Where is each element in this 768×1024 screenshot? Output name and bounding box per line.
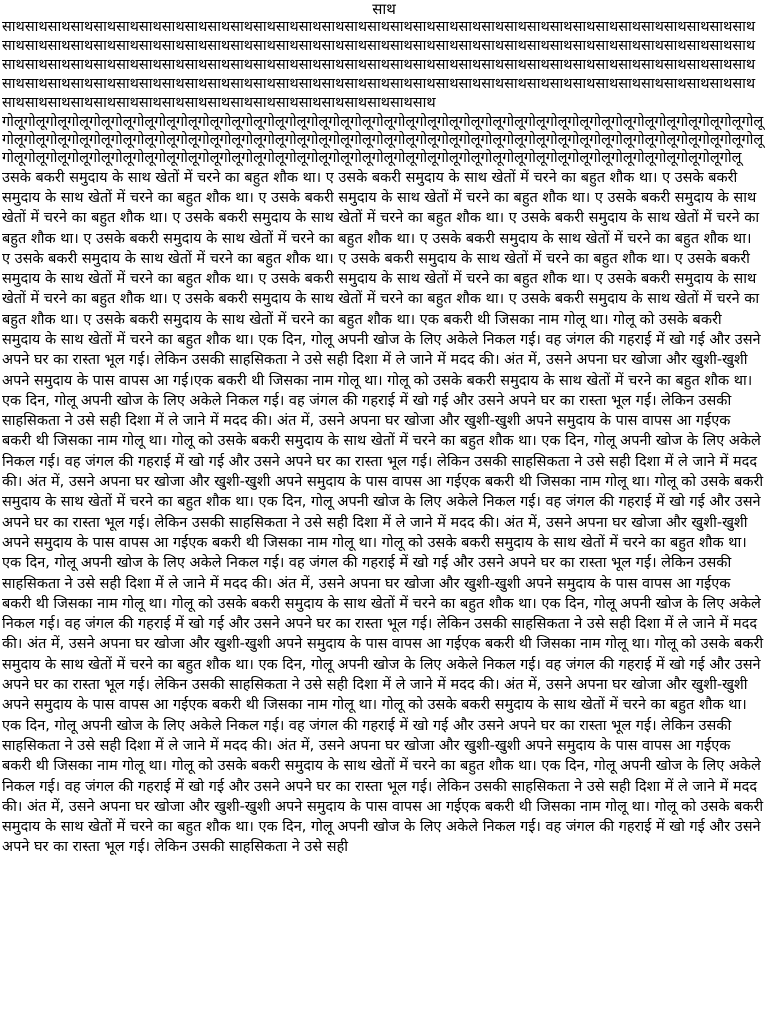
sath-repeated-text: साथसाथसाथसाथसाथसाथसाथसाथसाथसाथसाथसाथसाथसाथसाथसाथसाथसाथसाथसाथसाथसाथसाथसाथसाथसाथसाथसाथसाथसाथसाथसाथसाथसाथसाथसाथसाथसाथसाथसाथसाथसाथसाथसाथसाथसाथसाथसाथसाथसाथसाथसाथसाथसाथसाथसाथसाथसाथसाथसाथसाथसाथसाथसाथसाथसाथसाथसाथसाथसाथसाथसाथसाथसाथसाथसाथसाथसाथसाथसाथसाथसाथसाथसाथसाथसाथसाथसाथसाथसाथसाथसाथसाथसाथसाथसाथसाथसाथसाथसाथसाथसाथसाथसाथसाथसाथसाथसाथसाथसाथसाथसाथसाथसाथसाथसाथसाथसाथसाथसाथसाथसाथसाथसाथसाथसाथसाथसाथसाथसाथसाथसाथसाथसाथसाथसाथसाथसाथसाथसाथसाथसाथसाथसाथसाथसाथसाथसाथसाथसाथसाथ: [2, 19, 756, 111]
story-paragraph: उसके बकरी समुदाय के साथ खेतों में चरने का बहुत शौक था। ए उसके बकरी समुदाय के साथ खेतों में चरने का बहुत शौक था। ए उसके बकरी समुदाय के साथ खेतों में चरने का बहुत शौक था। ए उसके बकरी समुदाय के साथ खेतों में चरने का बहुत शौक था। ए उसके बकरी समुदाय के साथ खेतों में चरने का बहुत शौक था। ए उसके बकरी समुदाय के साथ खेतों में चरने का बहुत शौक था। ए उसके बकरी समुदाय के साथ खेतों में चरने का बहुत शौक था। ए उसके बकरी समुदाय के साथ खेतों में चरने का बहुत शौक था। ए उसके बकरी समुदाय के साथ खेतों में चरने का बहुत शौक था। ए उसके बकरी समुदाय के साथ खेतों में चरने का बहुत शौक था। ए उसके बकरी समुदाय के साथ खेतों में चरने का बहुत शौक था। ए उसके बकरी समुदाय के साथ खेतों में चरने का बहुत शौक था। ए उसके बकरी समुदाय के साथ खेतों में चरने का बहुत शौक था। ए उसके बकरी समुदाय के साथ खेतों में चरने का बहुत शौक था। ए उसके बकरी समुदाय के साथ खेतों में चरने का बहुत शौक था। ए उसके बकरी समुदाय के साथ खेतों में चरने का बहुत शौक था। ए उसके बकरी समुदाय के साथ खेतों में चरने का बहुत शौक था। एक बकरी थी जिसका नाम गोलू था। गोलू को उसके बकरी समुदाय के साथ खेतों में चरने का बहुत शौक था। एक दिन, गोलू अपनी खोज के लिए अकेले निकल गई। वह जंगल की गहराई में खो गई और उसने अपने घर का रास्ता भूल गई। लेकिन उसकी साहसिकता ने उसे सही दिशा में ले जाने में मदद की। अंत में, उसने अपना घर खोजा और खुशी-खुशी अपने समुदाय के पास वापस आ गई।एक बकरी थी जिसका नाम गोलू था। गोलू को उसके बकरी समुदाय के साथ खेतों में चरने का बहुत शौक था। एक दिन, गोलू अपनी खोज के लिए अकेले निकल गई। वह जंगल की गहराई में खो गई और उसने अपने घर का रास्ता भूल गई। लेकिन उसकी साहसिकता ने उसे सही दिशा में ले जाने में मदद की। अंत में, उसने अपना घर खोजा और खुशी-खुशी अपने समुदाय के पास वापस आ गईएक बकरी थी जिसका नाम गोलू था। गोलू को उसके बकरी समुदाय के साथ खेतों में चरने का बहुत शौक था। एक दिन, गोलू अपनी खोज के लिए अकेले निकल गई। वह जंगल की गहराई में खो गई और उसने अपने घर का रास्ता भूल गई। लेकिन उसकी साहसिकता ने उसे सही दिशा में ले जाने में मदद की। अंत में, उसने अपना घर खोजा और खुशी-खुशी अपने समुदाय के पास वापस आ गईएक बकरी थी जिसका नाम गोलू था। गोलू को उसके बकरी समुदाय के साथ खेतों में चरने का बहुत शौक था। एक दिन, गोलू अपनी खोज के लिए अकेले निकल गई। वह जंगल की गहराई में खो गई और उसने अपने घर का रास्ता भूल गई। लेकिन उसकी साहसिकता ने उसे सही दिशा में ले जाने में मदद की। अंत में, उसने अपना घर खोजा और खुशी-खुशी अपने समुदाय के पास वापस आ गईएक बकरी थी जिसका नाम गोलू था। गोलू को उसके बकरी समुदाय के साथ खेतों में चरने का बहुत शौक था। एक दिन, गोलू अपनी खोज के लिए अकेले निकल गई। वह जंगल की गहराई में खो गई और उसने अपने घर का रास्ता भूल गई। लेकिन उसकी साहसिकता ने उसे सही दिशा में ले जाने में मदद की। अंत में, उसने अपना घर खोजा और खुशी-खुशी अपने समुदाय के पास वापस आ गईएक बकरी थी जिसका नाम गोलू था। गोलू को उसके बकरी समुदाय के साथ खेतों में चरने का बहुत शौक था। एक दिन, गोलू अपनी खोज के लिए अकेले निकल गई। वह जंगल की गहराई में खो गई और उसने अपने घर का रास्ता भूल गई। लेकिन उसकी साहसिकता ने उसे सही दिशा में ले जाने में मदद की। अंत में, उसने अपना घर खोजा और खुशी-खुशी अपने समुदाय के पास वापस आ गईएक बकरी थी जिसका नाम गोलू था। गोलू को उसके बकरी समुदाय के साथ खेतों में चरने का बहुत शौक था। एक दिन, गोलू अपनी खोज के लिए अकेले निकल गई। वह जंगल की गहराई में खो गई और उसने अपने घर का रास्ता भूल गई। लेकिन उसकी साहसिकता ने उसे सही दिशा में ले जाने में मदद की। अंत में, उसने अपना घर खोजा और खुशी-खुशी अपने समुदाय के पास वापस आ गईएक बकरी थी जिसका नाम गोलू था। गोलू को उसके बकरी समुदाय के साथ खेतों में चरने का बहुत शौक था। एक दिन, गोलू अपनी खोज के लिए अकेले निकल गई। वह जंगल की गहराई में खो गई और उसने अपने घर का रास्ता भूल गई। लेकिन उसकी साहसिकता ने उसे सही दिशा में ले जाने में मदद की। अंत में, उसने अपना घर खोजा और खुशी-खुशी अपने समुदाय के पास वापस आ गईएक बकरी थी जिसका नाम गोलू था। गोलू को उसके बकरी समुदाय के साथ खेतों में चरने का बहुत शौक था। एक दिन, गोलू अपनी खोज के लिए अकेले निकल गई। वह जंगल की गहराई में खो गई और उसने अपने घर का रास्ता भूल गई। लेकिन उसकी साहसिकता ने उसे सही दिशा में ले जाने में मदद की। अंत में, उसने अपना घर खोजा और खुशी-खुशी अपने समुदाय के पास वापस आ गईएक बकरी थी जिसका नाम गोलू था। गोलू को उसके बकरी समुदाय के साथ खेतों में चरने का बहुत शौक था। एक दिन, गोलू अपनी खोज के लिए अकेले निकल गई। वह जंगल की गहराई में खो गई और उसने अपने घर का रास्ता भूल गई। लेकिन उसकी साहसिकता ने उसे सही: [2, 169, 764, 856]
golu-repeated-text: गोलूगोलूगोलूगोलूगोलूगोलूगोलूगोलूगोलूगोलूगोलूगोलूगोलूगोलूगोलूगोलूगोलूगोलूगोलूगोलूगोलूगोलूगोलूगोलूगोलूगोलूगोलूगोलूगोलूगोलूगोलूगोलूगोलूगोलूगोलूगोलूगोलूगोलूगोलूगोलूगोलूगोलूगोलूगोलूगोलूगोलूगोलूगोलूगोलूगोलूगोलूगोलूगोलूगोलूगोलूगोलूगोलूगोलूगोलूगोलूगोलूगोलूगोलूगोलूगोलूगोलूगोलूगोलूगोलूगोलूगोलूगोलूगोलूगोलूगोलूगोलूगोलूगोलूगोलूगोलूगोलूगोलूगोलूगोलूगोलूगोलूगोलूगोलूगोलूगोलूगोलूगोलूगोलूगोलूगोलूगोलूगोलूगोलूगोलूगोलूगोलूगोलूगोलूगोलू: [2, 114, 764, 167]
page-title: साथ: [372, 0, 396, 18]
